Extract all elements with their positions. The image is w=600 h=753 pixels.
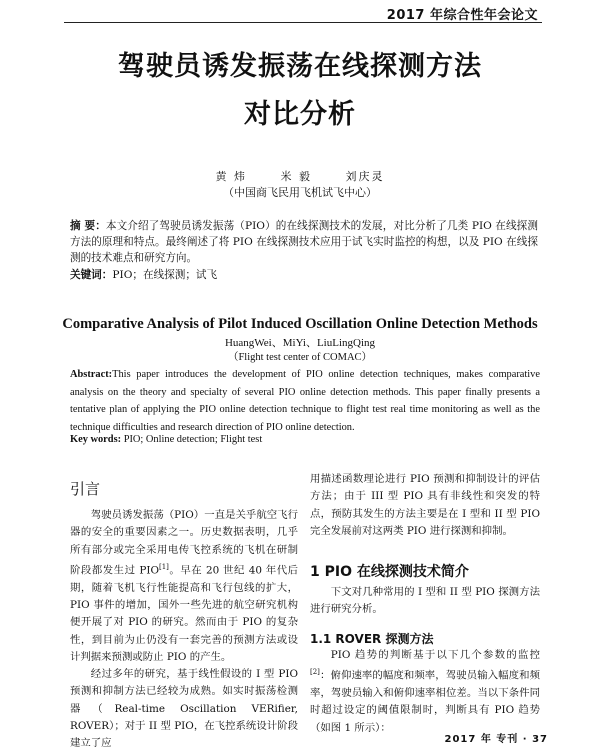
citation-ref-2: [2] xyxy=(310,668,320,677)
keywords-en-label: Key words: xyxy=(70,434,122,445)
citation-ref-1: [1] xyxy=(158,562,169,571)
section-1-1-paragraph xyxy=(310,647,540,737)
intro-paragraph-1 xyxy=(70,507,298,666)
affiliation-en: （Flight test center of COMAC） xyxy=(227,352,373,363)
abstract-zh xyxy=(70,218,538,266)
intro-p1-text-b: 。早在 20 世纪 40 年代后期，随着飞机飞行性能提高和飞行包线的扩大，PIO 事件的增加，国外一些先进的航空研究机构便开展了对 PIO 的研究。然而由于 PIO 的复杂性，到目前为止仍没有一套完善的预测方法或设计判据来预测或防止 PIO 的产生。 xyxy=(70,564,299,663)
section-heading-1-1: 1.1 ROVER 探测方法 xyxy=(310,632,434,646)
author-list xyxy=(0,168,600,184)
abstract-zh-label: 摘 要： xyxy=(70,220,106,232)
right-column-continuation: 用描述函数理论进行 PIO 预测和抑制设计的评估方法；由于 III 型 PIO 具有非线性和突发的特点，预防其发生的方法主要是在 I 型和 II 型 PIO 完全发展前对这两类 PIO 进行探测和抑制。 xyxy=(310,473,540,537)
sec11-text-a: PIO 趋势的判断基于以下几个参数的监控 xyxy=(330,649,540,661)
section-1-paragraph: 下文对几种常用的 I 型和 II 型 PIO 探测方法进行研究分析。 xyxy=(310,586,540,616)
author-1: 黄 炜 xyxy=(215,170,247,183)
intro-body xyxy=(70,507,298,753)
intro-paragraph-2: 经过多年的研究，基于线性假设的 I 型 PIO 预测和抑制方法已经较为成熟。如实时振荡检测器（Real-time Oscillation VERifier, ROVER）；对于 II 型 PIO，在飞控系统设计阶段建立了应 xyxy=(70,668,298,750)
paper-title-line2: 对比分析 xyxy=(244,99,356,130)
abstract-en-label: Abstract: xyxy=(70,369,113,380)
abstract-en xyxy=(70,366,540,436)
intro-p1-text-a: 驾驶员诱发振荡（PIO）一直是关乎航空飞行器的安全的重要因素之一。历史数据表明，几乎所有部分或完全采用电传飞控系统的飞机在研制阶段都发生过 PIO xyxy=(70,509,298,577)
abstract-zh-text: 本文介绍了驾驶员诱发振荡（PIO）的在线探测技术的发展，对比分析了几类 PIO 在线探测方法的原理和特点。最终阐述了将 PIO 在线探测技术应用于试飞实时监控的构想，以及 PIO 在线探测的技术难点和研究方向。 xyxy=(70,220,538,264)
title-en: Comparative Analysis of Pilot Induced Oscillation Online Detection Methods xyxy=(62,316,538,332)
abstract-en-text: This paper introduces the development of PIO online detection techniques, makes comparative analysis on the theory and specialty of several PIO online detection methods. This paper finally presents a tentative plan of applying the PIO online detection technique to flight test real time monitoring as well as the technique difficulties and research direction of PIO online detection. xyxy=(70,369,540,433)
keywords-en-text: PIO; Online detection; Flight test xyxy=(121,434,263,445)
keywords-en xyxy=(70,434,262,445)
section-heading-intro: 引言 xyxy=(70,480,101,498)
author-3: 刘庆灵 xyxy=(345,170,385,183)
paper-title-line1: 驾驶员诱发振荡在线探测方法 xyxy=(118,51,482,82)
keywords-zh xyxy=(70,267,217,282)
sec11-text-b: ：俯仰速率的幅度和频率，驾驶员输入幅度和频率，驾驶员输入和俯仰速率相位差。当以下条件同时超过设定的阈值限制时，判断具有 PIO 趋势（如图 1 所示）： xyxy=(310,669,540,734)
header-divider xyxy=(64,22,542,23)
running-header: 2017 年综合性年会论文 xyxy=(386,8,538,23)
section-heading-1: 1 PIO 在线探测技术简介 xyxy=(310,564,469,580)
affiliation: （中国商飞民用飞机试飞中心） xyxy=(223,186,377,199)
authors-en: HuangWei、MiYi、LiuLingQing xyxy=(224,337,376,349)
page-footer: 2017 年 专刊 · 37 xyxy=(444,734,548,745)
keywords-zh-label: 关键词： xyxy=(70,269,113,281)
keywords-zh-text: PIO；在线探测；试飞 xyxy=(112,269,218,281)
author-2: 米 毅 xyxy=(280,170,312,183)
